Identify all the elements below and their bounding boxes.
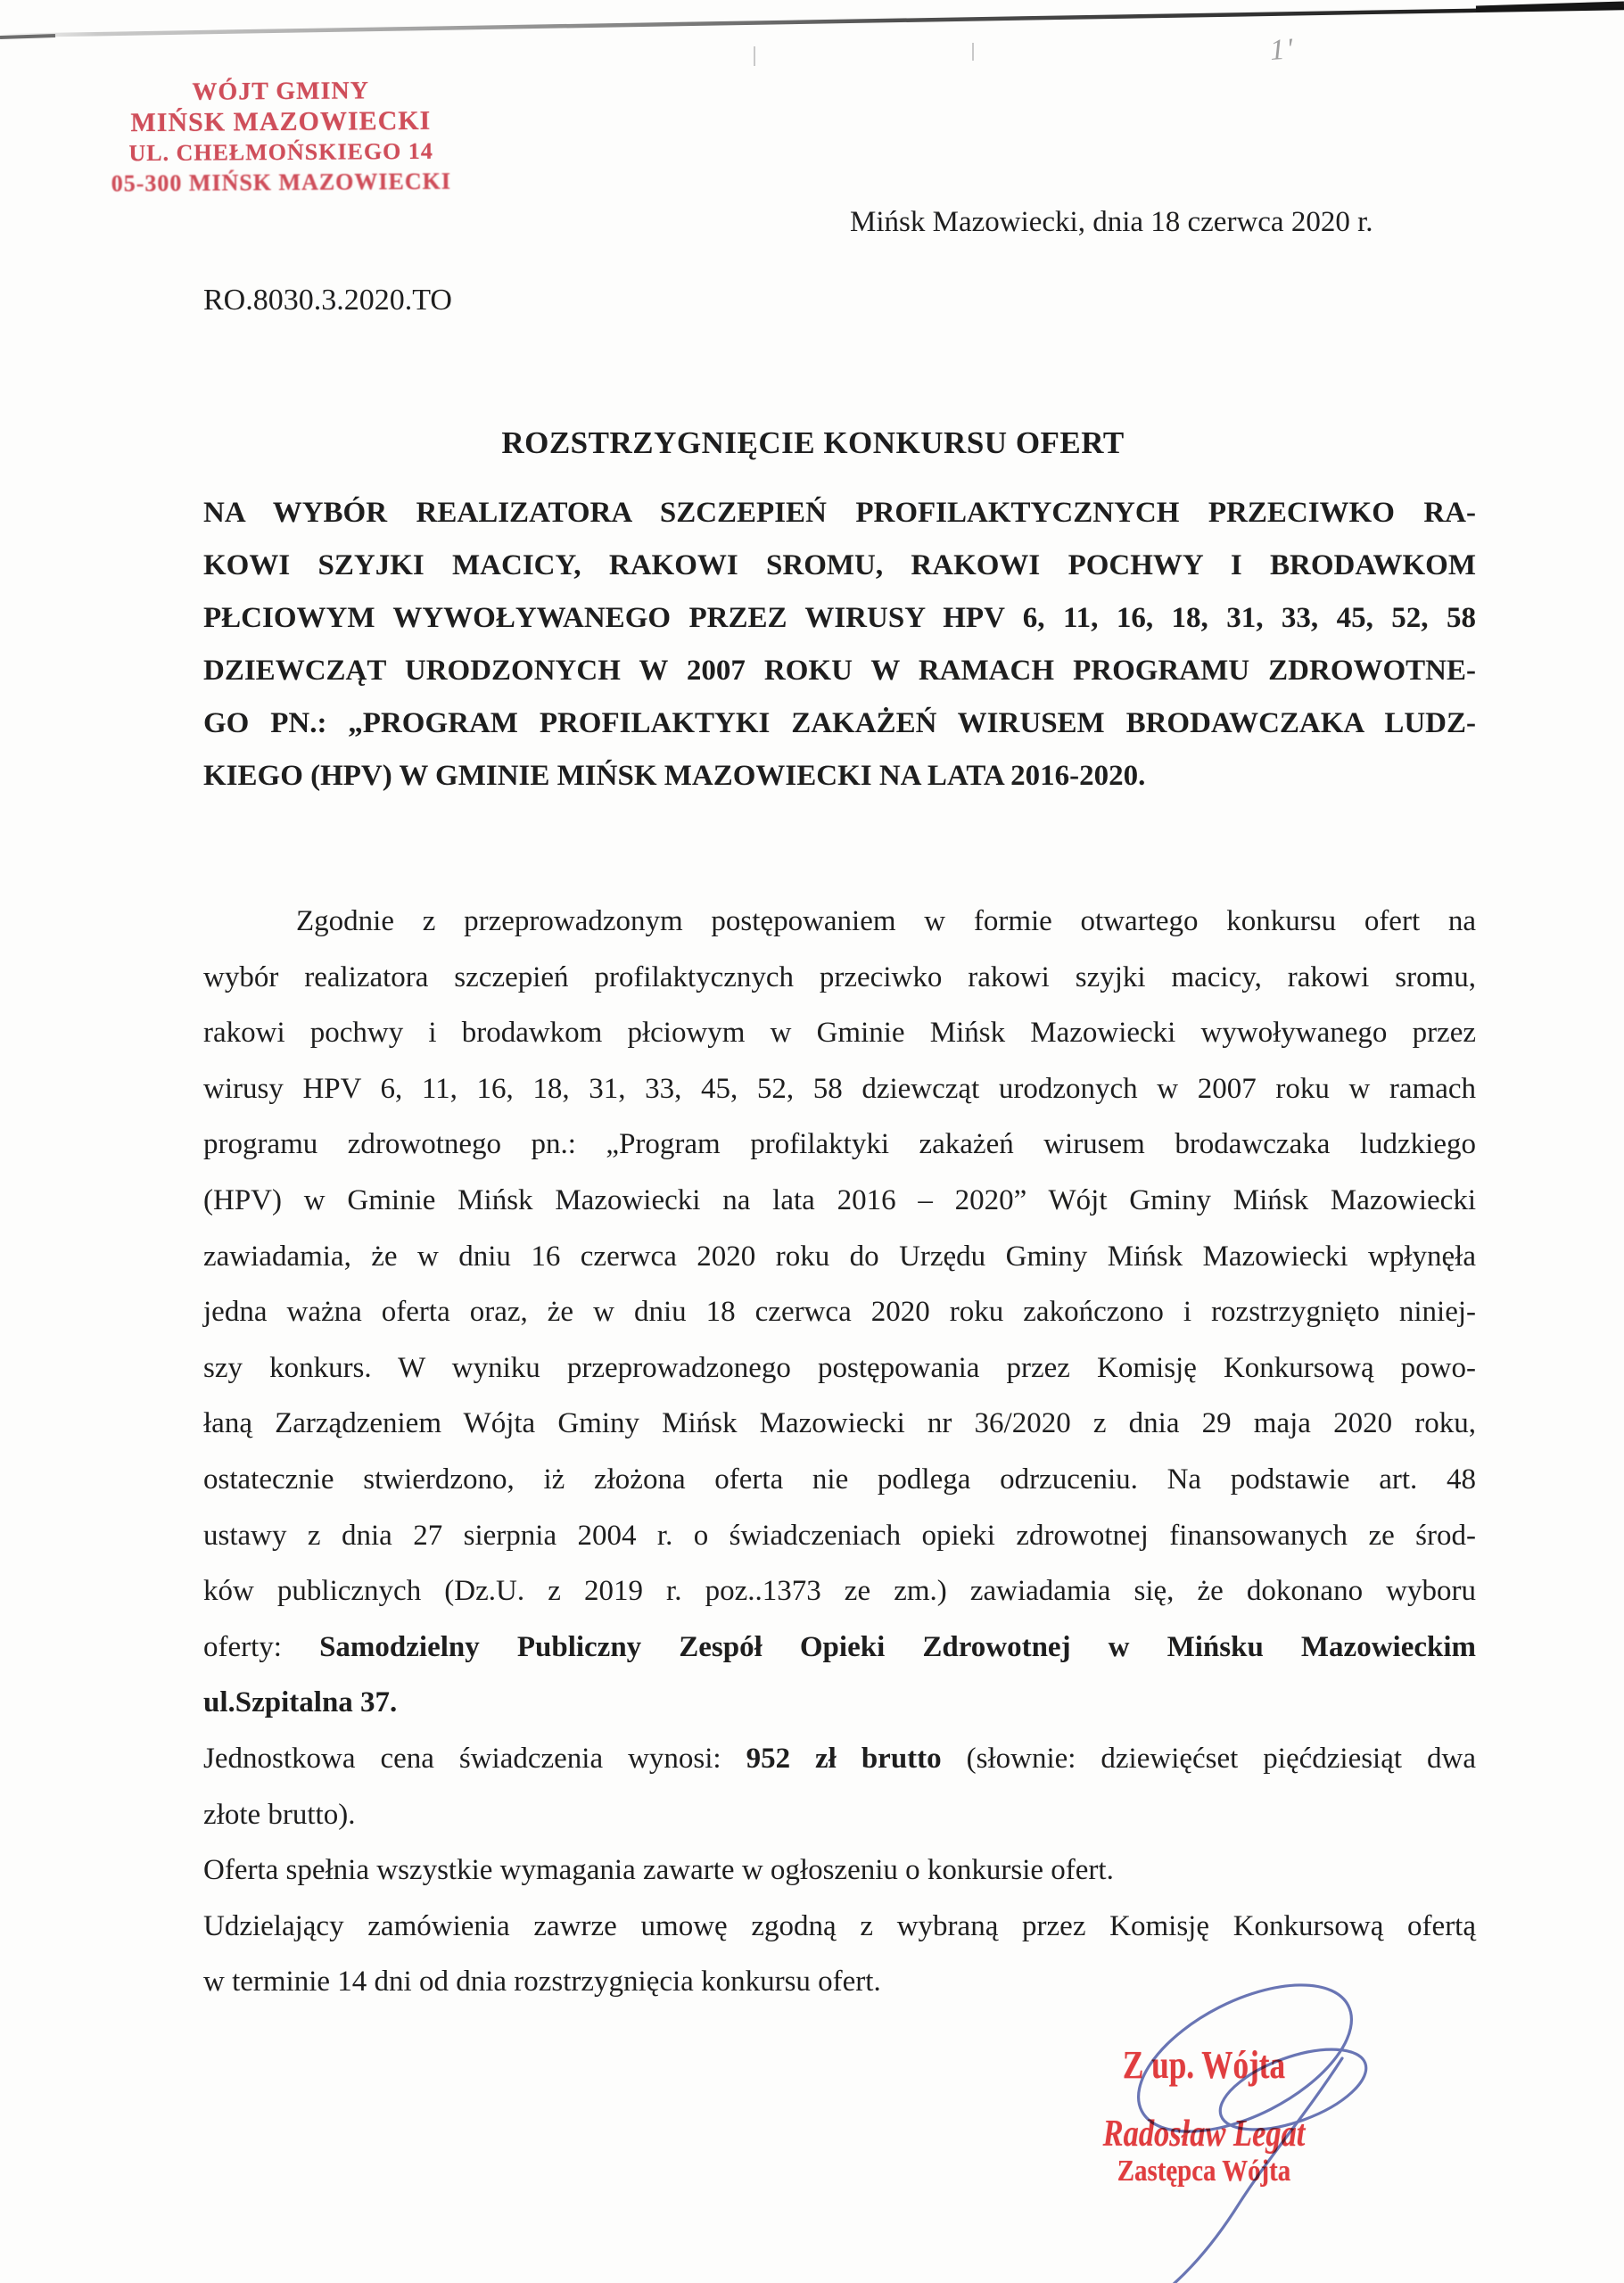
text-line [203, 645, 1476, 697]
text-segment: rakowi pochwy i brodawkom płciowym w Gminie Mińsk Mazowiecki wywoływanego przez [203, 1017, 1476, 1050]
text-segment-bold: Samodzielny Publiczny Zespół Opieki Zdrowotnej w Mińsku Mazowieckim [319, 1630, 1476, 1663]
text-segment: ków publicznych (Dz.U. z 2019 r. poz..1373 ze zm.) zawiadamia się, że dokonano wyboru [203, 1575, 1476, 1608]
text-line [203, 1284, 1476, 1340]
text-line [203, 1340, 1476, 1397]
text-line [203, 1731, 1476, 1787]
text-line [203, 1173, 1476, 1229]
text-segment-bold: PŁCIOWYM WYWOŁYWANEGO PRZEZ WIRUSY HPV 6, 11, 16, 18, 31, 33, 45, 52, 58 [203, 602, 1476, 634]
scan-edge-line [0, 0, 1624, 54]
text-line [203, 1452, 1476, 1508]
text-line [203, 1620, 1476, 1676]
text-segment-bold: NA WYBÓR REALIZATORA SZCZEPIEŃ PROFILAKTYCZNYCH PRZECIWKO RA- [203, 497, 1476, 529]
text-segment: łaną Zarządzeniem Wójta Gminy Mińsk Mazowiecki nr 36/2020 z dnia 29 maja 2020 roku, [203, 1407, 1476, 1440]
stamp-line: MIŃSK MAZOWIECKI [130, 105, 432, 138]
text-line [203, 750, 1476, 803]
text-segment-bold: GO PN.: „PROGRAM PROFILAKTYKI ZAKAŻEŃ WIRUSEM BRODAWCZAKA LUDZ- [203, 707, 1476, 739]
stamp-line: 05-300 MIŃSK MAZOWIECKI [111, 168, 452, 197]
text-line [203, 1675, 1476, 1731]
text-segment: szy konkurs. W wyniku przeprowadzonego postępowania przez Komisję Konkursową powo- [203, 1351, 1476, 1384]
text-segment: złote brutto). [203, 1798, 356, 1831]
text-segment: zawiadamia, że w dniu 16 czerwca 2020 roku do Urzędu Gminy Mińsk Mazowiecki wpłynęła [203, 1240, 1476, 1273]
body-paragraph [203, 894, 1476, 2010]
text-segment: (HPV) w Gminie Mińsk Mazowiecki na lata 2016 – 2020” Wójt Gminy Mińsk Mazowiecki [203, 1183, 1476, 1216]
signature-name-stamp: Radosław Legat [1102, 2114, 1306, 2155]
stamp-line: WÓJT GMINY [192, 77, 369, 106]
text-segment: wybór realizatora szczepień profilaktycznych przeciwko rakowi szyjki macicy, rakowi sromu, [203, 960, 1476, 993]
text-segment: Oferta spełnia wszystkie wymagania zawarte w ogłoszeniu o konkursie ofert. [203, 1854, 1114, 1887]
text-line [203, 592, 1476, 645]
text-segment: jedna ważna oferta oraz, że w dniu 18 czerwca 2020 roku zakończono i rozstrzygnięto niniej- [203, 1296, 1476, 1329]
text-line [203, 950, 1476, 1006]
text-line [203, 1061, 1476, 1117]
text-segment: Zgodnie z przeprowadzonym postępowaniem w formie otwartego konkursu ofert na [296, 905, 1476, 937]
text-line [203, 540, 1476, 592]
text-segment: Jednostkowa cena świadczenia wynosi: [203, 1742, 746, 1775]
text-segment-bold: ul.Szpitalna 37. [203, 1686, 398, 1719]
text-segment-bold: KOWI SZYJKI MACICY, RAKOWI SROMU, RAKOWI POCHWY I BRODAWKOM [203, 549, 1476, 581]
sender-stamp [96, 76, 466, 200]
text-line [203, 1005, 1476, 1061]
signature-authority-stamp: Z up. Wójta [1122, 2043, 1286, 2087]
text-line [203, 1396, 1476, 1452]
text-segment: (słownie: dziewięćset pięćdziesiąt dwa [941, 1742, 1476, 1775]
text-segment: Udzielający zamówienia zawrze umowę zgodną z wybraną przez Komisję Konkursową ofertą [203, 1909, 1476, 1942]
text-line [203, 1508, 1476, 1564]
text-line [203, 1842, 1476, 1899]
document-title: ROZSTRZYGNIĘCIE KONKURSU OFERT [501, 425, 1125, 460]
text-segment: ostatecznie stwierdzono, iż złożona oferta nie podlega odrzuceniu. Na podstawie art. 48 [203, 1463, 1476, 1496]
text-line [203, 1563, 1476, 1620]
signature-role-stamp: Zastępca Wójta [1117, 2155, 1291, 2188]
text-segment: programu zdrowotnego pn.: „Program profilaktyki zakażeń wirusem brodawczaka ludzkiego [203, 1128, 1476, 1161]
text-segment-bold: KIEGO (HPV) W GMINIE MIŃSK MAZOWIECKI NA LATA 2016-2020. [203, 760, 1146, 792]
text-line [203, 487, 1476, 540]
text-segment: oferty: [203, 1630, 320, 1663]
text-segment: ustawy z dnia 27 sierpnia 2004 r. o świadczeniach opieki zdrowotnej finansowanych ze środ- [203, 1519, 1476, 1552]
text-segment-bold: DZIEWCZĄT URODZONYCH W 2007 ROKU W RAMACH PROGRAMU ZDROWOTNE- [203, 655, 1476, 687]
text-segment: w terminie 14 dni od dnia rozstrzygnięcia konkursu ofert. [203, 1966, 881, 1999]
date-line: Mińsk Mazowiecki, dnia 18 czerwca 2020 r. [850, 206, 1373, 238]
text-line [203, 1229, 1476, 1285]
text-segment-bold: 952 zł brutto [746, 1742, 942, 1775]
text-line [203, 1787, 1476, 1843]
scan-artifact-tick [972, 43, 974, 61]
text-segment: wirusy HPV 6, 11, 16, 18, 31, 33, 45, 52, 58 dziewcząt urodzonych w 2007 roku w ramach [203, 1072, 1476, 1105]
scan-artifact-mark: 1' [1268, 33, 1296, 67]
reference-number: RO.8030.3.2020.TO [203, 284, 452, 317]
text-line [203, 697, 1476, 750]
text-line [203, 894, 1476, 950]
subject-paragraph [203, 487, 1476, 803]
stamp-line: UL. CHEŁMOŃSKIEGO 14 [128, 137, 433, 167]
scan-artifact-tick [754, 46, 755, 66]
signature-block [1026, 1935, 1471, 2283]
text-line [203, 1117, 1476, 1173]
